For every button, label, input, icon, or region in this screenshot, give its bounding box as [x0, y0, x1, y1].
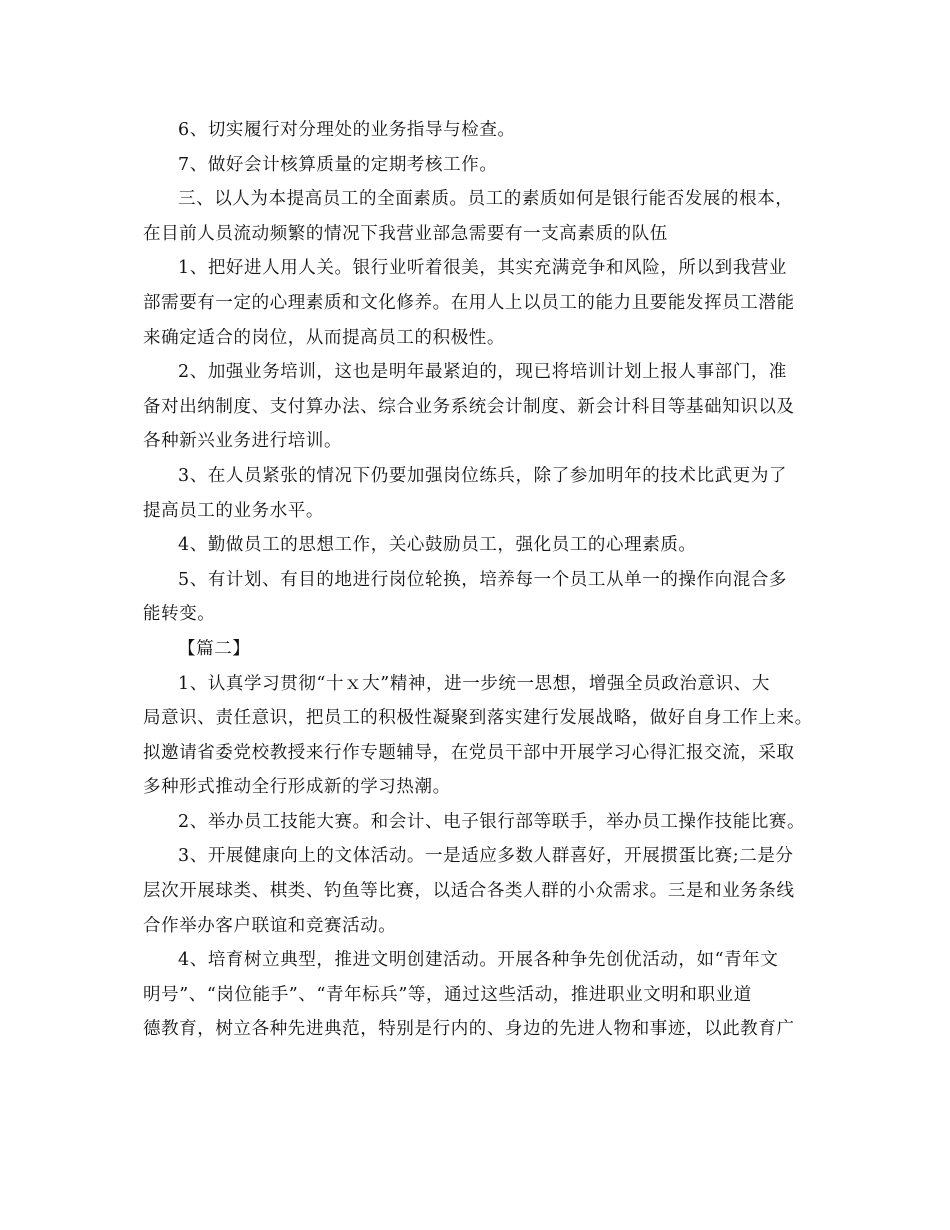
text-line: 2、举办员工技能大赛。和会计、电子银行部等联手，举办员工操作技能比赛。	[178, 811, 806, 832]
text-line: 4、勤做员工的思想工作，关心鼓励员工，强化员工的心理素质。	[178, 535, 697, 556]
paragraph	[143, 667, 823, 805]
paragraph	[143, 805, 823, 840]
paragraph	[143, 943, 823, 1047]
paragraph	[143, 113, 823, 148]
text-line: 层次开展球类、棋类、钓鱼等比赛，以适合各类人群的小众需求。三是和业务条线	[143, 881, 795, 902]
text-line: 在目前人员流动频繁的情况下我营业部急需要有一支高素质的队伍	[143, 223, 668, 244]
text-line: 明号”、“岗位能手”、“青年标兵”等，通过这些活动，推进职业文明和职业道	[143, 984, 752, 1005]
paragraph	[143, 355, 823, 459]
text-line: 2、加强业务培训，这也是明年最紧迫的，现已将培训计划上报人事部门，准	[178, 362, 788, 383]
paragraph	[143, 182, 823, 251]
paragraph	[143, 839, 823, 943]
text-line: 5、有计划、有目的地进行岗位轮换，培养每一个员工从单一的操作向混合多	[178, 569, 788, 590]
paragraph	[143, 563, 823, 632]
text-line: 德教育，树立各种先进典范，特别是行内的、身边的先进人物和事迹，以此教育广	[143, 1019, 795, 1040]
document-body	[143, 113, 823, 1047]
paragraph	[143, 632, 823, 667]
text-line: 来确定适合的岗位，从而提高员工的积极性。	[143, 327, 505, 348]
text-line: 局意识、责任意识，把员工的积极性凝聚到落实建行发展战略，做好自身工作上来。	[143, 708, 813, 729]
text-line: 备对出纳制度、支付算办法、综合业务系统会计制度、新会计科目等基础知识以及	[143, 396, 795, 417]
text-line: 3、在人员紧张的情况下仍要加强岗位练兵，除了参加明年的技术比武更为了	[178, 465, 788, 486]
text-line: 3、开展健康向上的文体活动。一是适应多数人群喜好，开展掼蛋比赛;二是分	[178, 846, 794, 867]
paragraph	[143, 528, 823, 563]
text-line: 合作举办客户联谊和竞赛活动。	[143, 915, 397, 936]
paragraph	[143, 148, 823, 183]
text-line: 提高员工的业务水平。	[143, 500, 324, 521]
text-line: 7、做好会计核算质量的定期考核工作。	[178, 154, 498, 175]
text-line: 三、以人为本提高员工的全面素质。员工的素质如何是银行能否发展的根本，	[178, 189, 794, 210]
text-line: 能转变。	[143, 604, 216, 625]
paragraph	[143, 459, 823, 528]
text-line: 拟邀请省委党校教授来行作专题辅导，在党员干部中开展学习心得汇报交流，采取	[143, 742, 795, 763]
text-line: 【篇二】	[178, 638, 251, 659]
text-line: 1、认真学习贯彻“十ｘ大”精神，进一步统一思想，增强全员政治意识、大	[178, 673, 770, 694]
text-line: 1、把好进人用人关。银行业听着很美，其实充满竞争和风险，所以到我营业	[178, 258, 788, 279]
paragraph	[143, 251, 823, 355]
text-line: 4、培育树立典型，推进文明创建活动。开展各种争先创优活动，如“青年文	[178, 950, 779, 971]
text-line: 部需要有一定的心理素质和文化修养。在用人上以员工的能力且要能发挥员工潜能	[143, 292, 795, 313]
text-line: 多种形式推动全行形成新的学习热潮。	[143, 777, 451, 798]
text-line: 6、切实履行对分理处的业务指导与检查。	[178, 120, 516, 140]
text-line: 各种新兴业务进行培训。	[143, 431, 343, 452]
